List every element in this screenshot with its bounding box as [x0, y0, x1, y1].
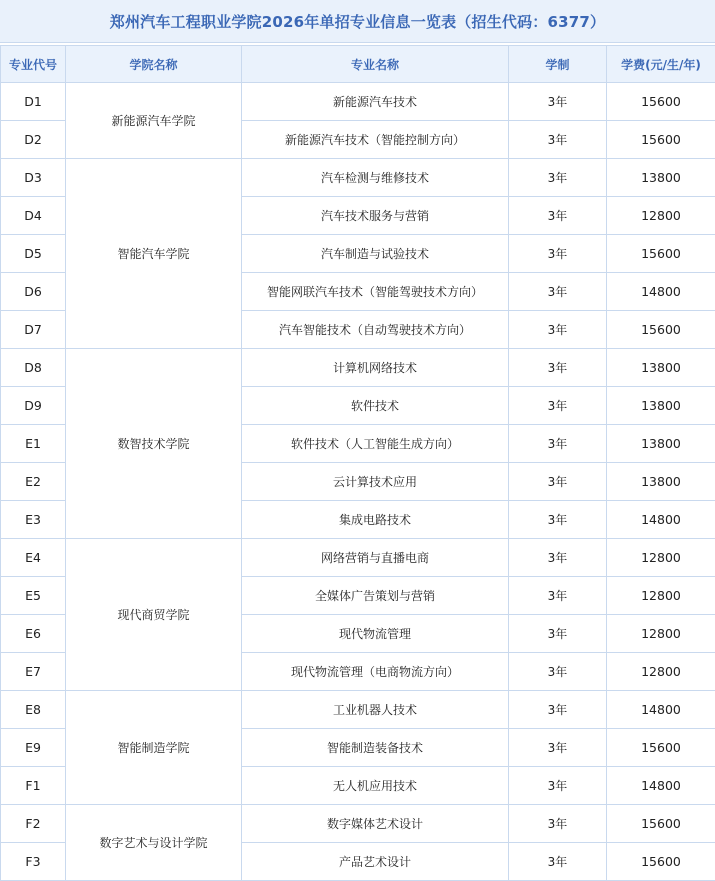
major-code-cell: D9	[1, 387, 66, 425]
duration-cell: 3年	[509, 615, 607, 653]
duration-cell: 3年	[509, 235, 607, 273]
table-row	[1, 691, 715, 729]
major-code-cell: E8	[1, 691, 66, 729]
duration-cell: 3年	[509, 425, 607, 463]
major-name-cell: 无人机应用技术	[242, 767, 509, 805]
major-code-cell: E1	[1, 425, 66, 463]
major-code-cell: E5	[1, 577, 66, 615]
duration-cell: 3年	[509, 843, 607, 881]
college-name-cell: 智能制造学院	[66, 691, 242, 805]
tuition-fee-cell: 15600	[607, 235, 715, 273]
duration-cell: 3年	[509, 197, 607, 235]
tuition-fee-cell: 15600	[607, 843, 715, 881]
tuition-fee-cell: 12800	[607, 577, 715, 615]
college-name-cell: 现代商贸学院	[66, 539, 242, 691]
major-code-cell: D4	[1, 197, 66, 235]
duration-cell: 3年	[509, 311, 607, 349]
major-name-cell: 云计算技术应用	[242, 463, 509, 501]
duration-cell: 3年	[509, 121, 607, 159]
college-name-cell: 新能源汽车学院	[66, 83, 242, 159]
table-row	[1, 805, 715, 843]
major-code-cell: E3	[1, 501, 66, 539]
major-code-cell: E4	[1, 539, 66, 577]
major-name-cell: 智能制造装备技术	[242, 729, 509, 767]
major-name-cell: 汽车智能技术（自动驾驶技术方向）	[242, 311, 509, 349]
major-code-cell: D2	[1, 121, 66, 159]
duration-cell: 3年	[509, 691, 607, 729]
major-code-cell: E6	[1, 615, 66, 653]
major-code-cell: F2	[1, 805, 66, 843]
major-name-cell: 产品艺术设计	[242, 843, 509, 881]
major-name-cell: 智能网联汽车技术（智能驾驶技术方向）	[242, 273, 509, 311]
duration-cell: 3年	[509, 463, 607, 501]
major-name-cell: 现代物流管理（电商物流方向）	[242, 653, 509, 691]
tuition-fee-cell: 14800	[607, 501, 715, 539]
duration-cell: 3年	[509, 539, 607, 577]
major-code-cell: E7	[1, 653, 66, 691]
tuition-fee-cell: 13800	[607, 349, 715, 387]
major-name-cell: 计算机网络技术	[242, 349, 509, 387]
major-name-cell: 汽车技术服务与营销	[242, 197, 509, 235]
duration-cell: 3年	[509, 577, 607, 615]
header-row	[1, 46, 715, 83]
major-name-cell: 集成电路技术	[242, 501, 509, 539]
duration-cell: 3年	[509, 501, 607, 539]
tuition-fee-cell: 14800	[607, 273, 715, 311]
tuition-fee-cell: 12800	[607, 653, 715, 691]
tuition-fee-cell: 12800	[607, 197, 715, 235]
duration-cell: 3年	[509, 387, 607, 425]
major-code-cell: D8	[1, 349, 66, 387]
major-name-cell: 现代物流管理	[242, 615, 509, 653]
header-major: 专业名称	[242, 46, 509, 83]
tuition-fee-cell: 13800	[607, 425, 715, 463]
header-duration: 学制	[509, 46, 607, 83]
tuition-fee-cell: 13800	[607, 387, 715, 425]
table-row	[1, 83, 715, 121]
header-college: 学院名称	[66, 46, 242, 83]
college-name-cell: 数智技术学院	[66, 349, 242, 539]
tuition-fee-cell: 14800	[607, 767, 715, 805]
major-code-cell: D1	[1, 83, 66, 121]
major-name-cell: 新能源汽车技术（智能控制方向）	[242, 121, 509, 159]
header-fee: 学费(元/生/年)	[607, 46, 715, 83]
major-name-cell: 全媒体广告策划与营销	[242, 577, 509, 615]
majors-table	[0, 45, 715, 881]
tuition-fee-cell: 14800	[607, 691, 715, 729]
table-row	[1, 349, 715, 387]
major-name-cell: 网络营销与直播电商	[242, 539, 509, 577]
title-bar	[0, 0, 715, 43]
tuition-fee-cell: 13800	[607, 463, 715, 501]
duration-cell: 3年	[509, 83, 607, 121]
duration-cell: 3年	[509, 805, 607, 843]
tuition-fee-cell: 15600	[607, 805, 715, 843]
major-code-cell: E9	[1, 729, 66, 767]
page-title: 郑州汽车工程职业学院2026年单招专业信息一览表（招生代码：6377）	[110, 11, 606, 32]
tuition-fee-cell: 15600	[607, 83, 715, 121]
table-row	[1, 159, 715, 197]
tuition-fee-cell: 13800	[607, 159, 715, 197]
tuition-fee-cell: 12800	[607, 615, 715, 653]
duration-cell: 3年	[509, 159, 607, 197]
college-name-cell: 智能汽车学院	[66, 159, 242, 349]
college-name-cell: 数字艺术与设计学院	[66, 805, 242, 881]
major-code-cell: D7	[1, 311, 66, 349]
tuition-fee-cell: 12800	[607, 539, 715, 577]
major-name-cell: 软件技术	[242, 387, 509, 425]
tuition-fee-cell: 15600	[607, 311, 715, 349]
table-row	[1, 539, 715, 577]
major-code-cell: F1	[1, 767, 66, 805]
major-name-cell: 汽车制造与试验技术	[242, 235, 509, 273]
duration-cell: 3年	[509, 349, 607, 387]
header-code: 专业代号	[1, 46, 66, 83]
duration-cell: 3年	[509, 767, 607, 805]
major-code-cell: E2	[1, 463, 66, 501]
major-name-cell: 数字媒体艺术设计	[242, 805, 509, 843]
major-name-cell: 工业机器人技术	[242, 691, 509, 729]
duration-cell: 3年	[509, 653, 607, 691]
tuition-fee-cell: 15600	[607, 121, 715, 159]
major-code-cell: D6	[1, 273, 66, 311]
table-body	[1, 83, 715, 881]
major-code-cell: D3	[1, 159, 66, 197]
major-name-cell: 新能源汽车技术	[242, 83, 509, 121]
duration-cell: 3年	[509, 273, 607, 311]
major-code-cell: D5	[1, 235, 66, 273]
major-name-cell: 汽车检测与维修技术	[242, 159, 509, 197]
duration-cell: 3年	[509, 729, 607, 767]
tuition-fee-cell: 15600	[607, 729, 715, 767]
major-code-cell: F3	[1, 843, 66, 881]
major-name-cell: 软件技术（人工智能生成方向）	[242, 425, 509, 463]
